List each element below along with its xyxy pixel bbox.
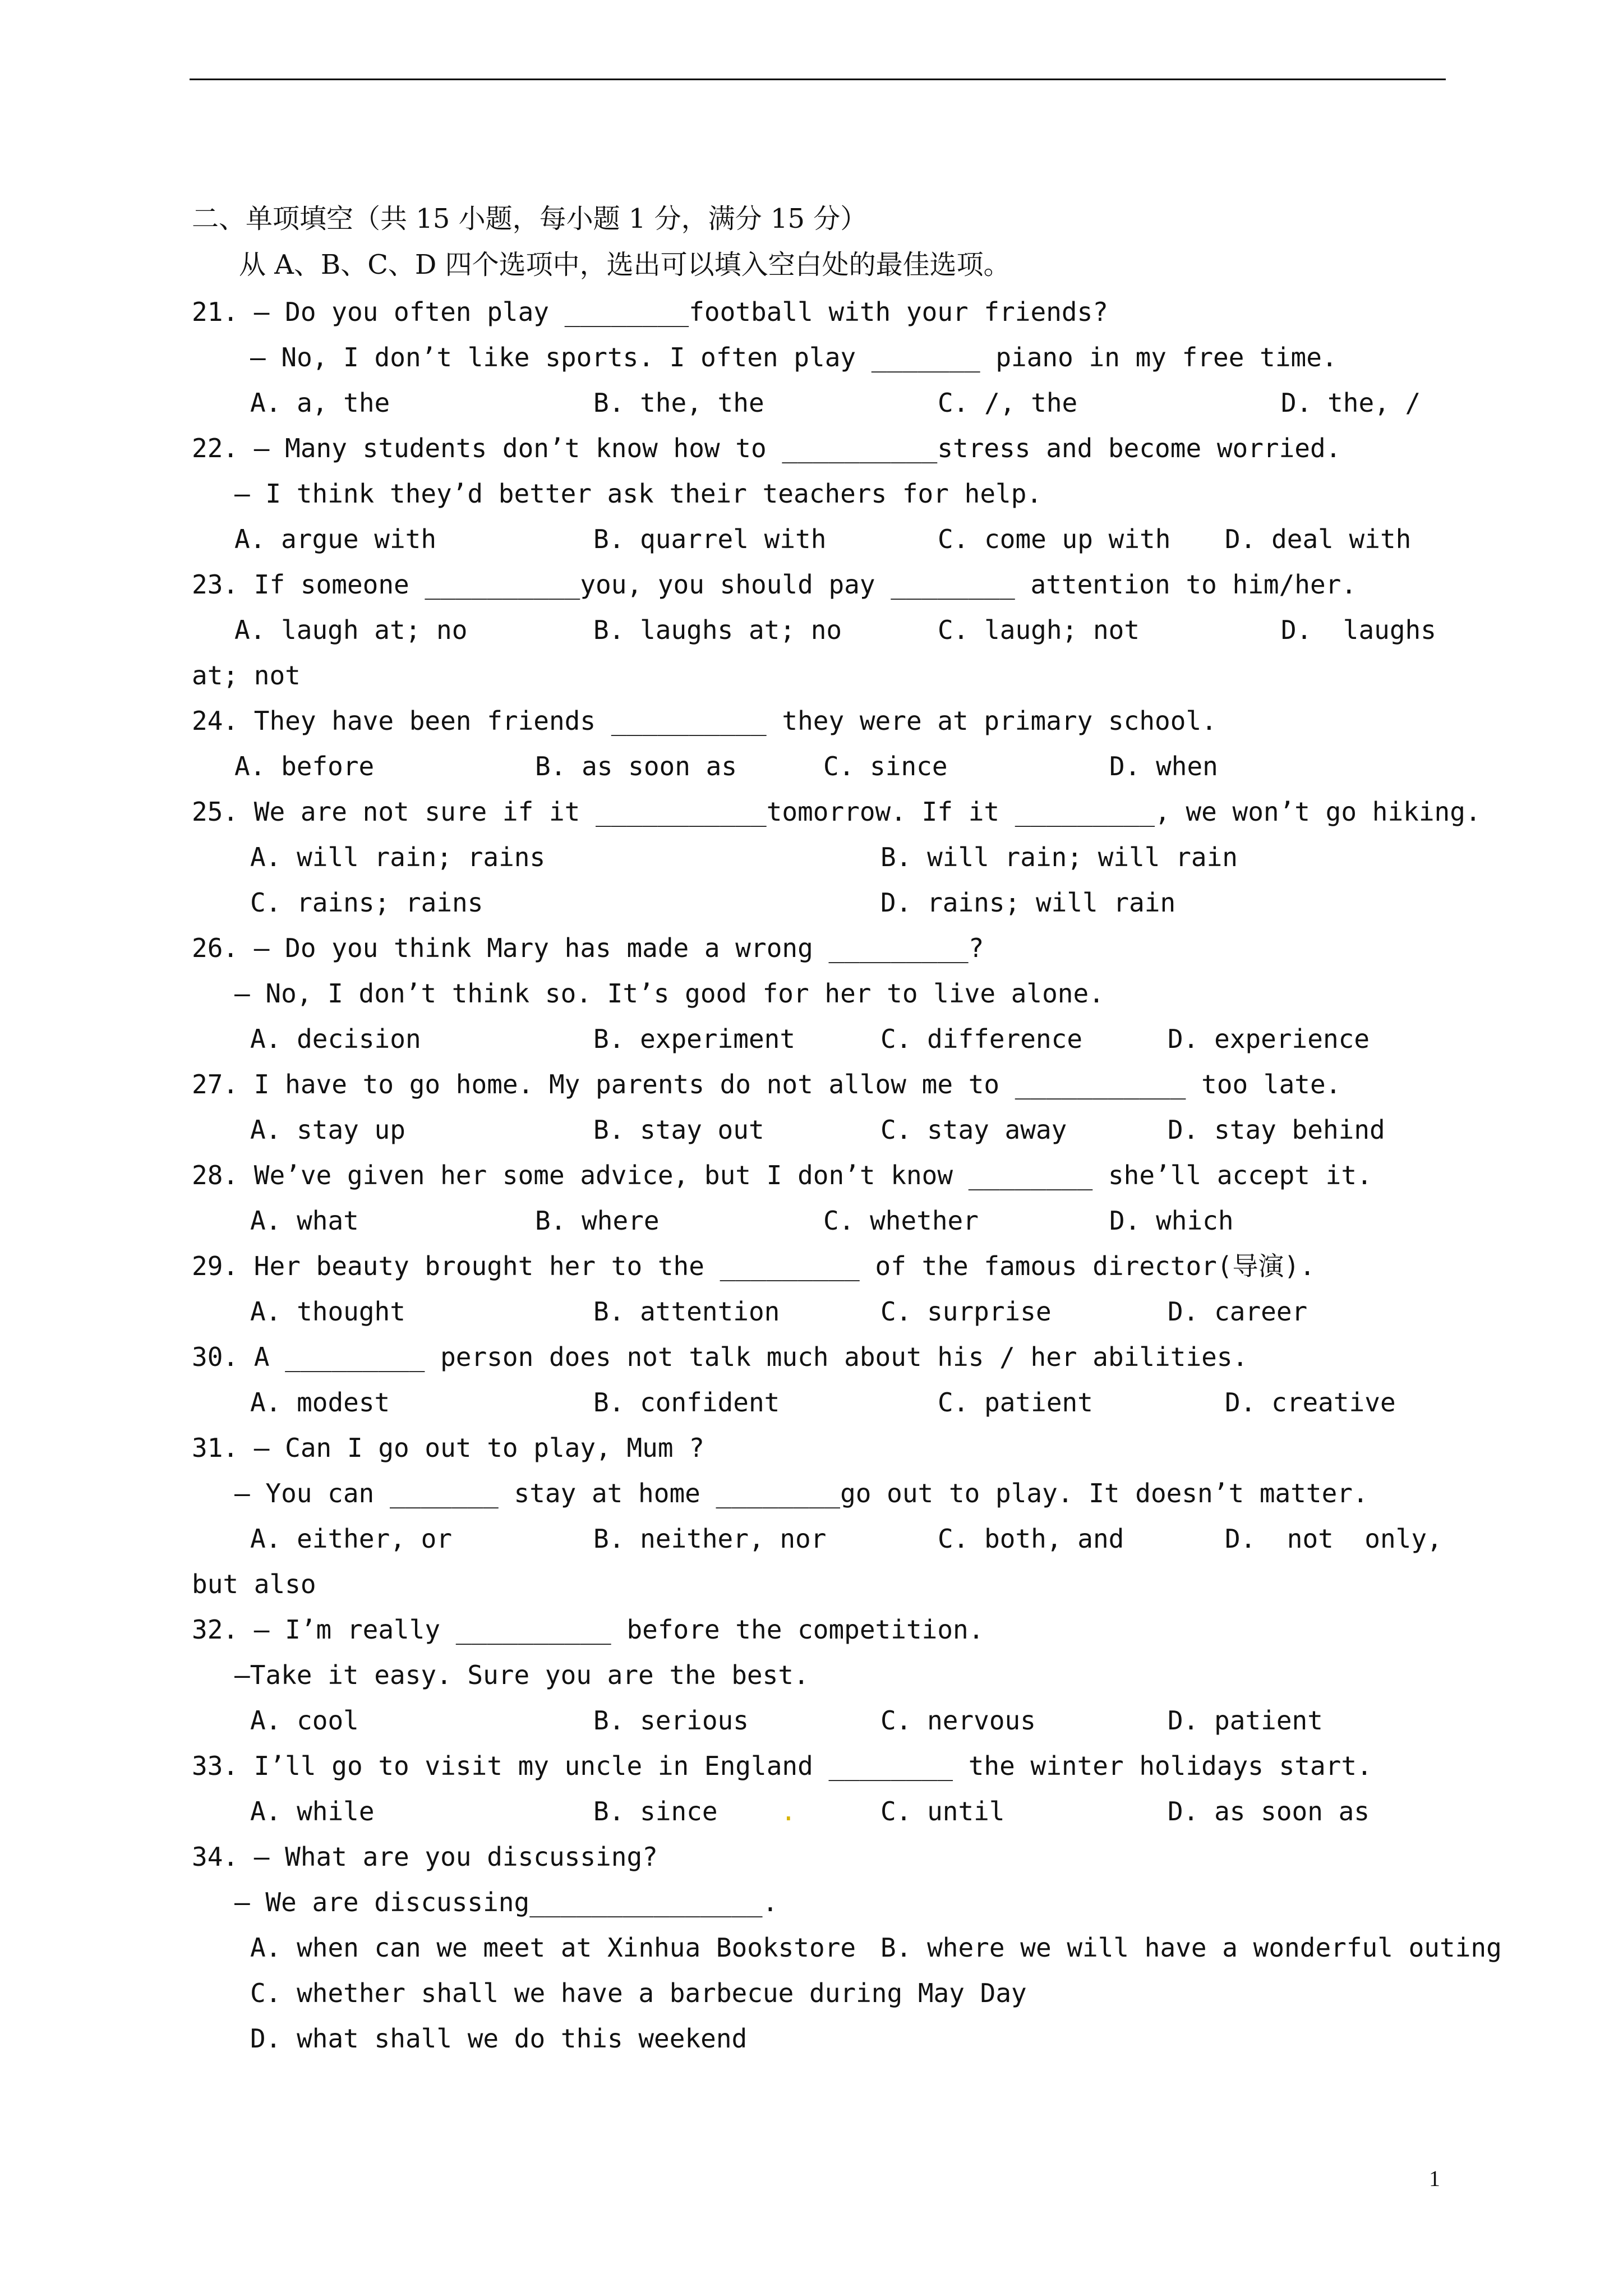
question-30-option-a: A. modest [250,1387,390,1418]
question-32-option-b: B. serious [593,1705,749,1736]
question-31-option-d-wrap: but also [192,1569,316,1599]
question-29-stem: 29. Her beauty brought her to the _________ of the famous director(导演). [192,1251,1315,1281]
question-22-option-b: B. quarrel with [593,524,827,554]
question-22-option-a: A. argue with [234,524,437,554]
question-21-option-a: A. a, the [250,388,390,418]
question-28-option-d: D. which [1109,1205,1234,1236]
page-number: 1 [1429,2166,1440,2191]
question-23-stem: 23. If someone __________you, you should pay ________ attention to him/her. [192,569,1357,600]
question-22-dialog: — I think they’d better ask their teachers for help. [234,478,1043,509]
question-31-option-a: A. either, or [250,1524,453,1554]
question-21-option-b: B. the, the [593,388,764,418]
question-34-option-b: B. where we will have a wonderful outing [880,1932,1502,1963]
question-24-option-d: D. when [1109,751,1218,781]
question-30-option-b: B. confident [593,1387,780,1418]
question-32-stem: 32. — I’m really __________ before the competition. [192,1614,984,1645]
question-23-option-c: C. laugh; not [938,615,1140,645]
question-32-option-a: A. cool [250,1705,359,1736]
question-24-stem: 24. They have been friends __________ they were at primary school. [192,706,1217,736]
section-title: 二、单项填空（共 15 小题，每小题 1 分，满分 15 分） [192,203,868,234]
question-26-dialog: — No, I don’t think so. It’s good for her to live alone. [234,978,1104,1009]
question-21-option-c: C. /, the [938,388,1078,418]
question-22-option-d: D. deal with [1225,524,1412,554]
question-26-stem: 26. — Do you think Mary has made a wrong _________? [192,933,984,963]
question-29-option-a: A. thought [250,1296,405,1327]
question-32-option-c: C. nervous [880,1705,1036,1736]
question-21-option-d: D. the, / [1281,388,1421,418]
question-30-stem: 30. A _________ person does not talk much about his / her abilities. [192,1342,1248,1372]
question-22-stem: 22. — Many students don’t know how to __________stress and become worried. [192,433,1341,463]
question-28-stem: 28. We’ve given her some advice, but I don’t know ________ she’ll accept it. [192,1160,1372,1190]
question-27-stem: 27. I have to go home. My parents do not allow me to ___________ too late. [192,1069,1341,1099]
question-31-stem: 31. — Can I go out to play, Mum ? [192,1433,704,1463]
question-26-option-b: B. experiment [593,1024,796,1054]
question-26-option-c: C. difference [880,1024,1083,1054]
header-rule [190,79,1446,80]
question-27-option-c: C. stay away [880,1115,1067,1145]
question-25-option-d: D. rains; will rain [880,887,1176,918]
question-24-option-b: B. as soon as [535,751,737,781]
question-27-option-d: D. stay behind [1168,1115,1385,1145]
question-34-option-d: D. what shall we do this weekend [250,2023,748,2054]
question-29-option-b: B. attention [593,1296,780,1327]
question-23-option-d-wrap: at; not [192,660,301,691]
question-29-option-c: C. surprise [880,1296,1052,1327]
question-32-dialog: —Take it easy. Sure you are the best. [234,1660,809,1690]
question-25-option-b: B. will rain; will rain [880,842,1238,872]
question-27-option-b: B. stay out [593,1115,764,1145]
question-26-option-d: D. experience [1168,1024,1370,1054]
question-23-option-b: B. laughs at; no [593,615,842,645]
question-24-option-c: C. since [823,751,948,781]
question-34-option-c: C. whether shall we have a barbecue during May Day [250,1978,1027,2008]
question-24-option-a: A. before [234,751,375,781]
question-31-option-c: C. both, and [938,1524,1124,1554]
question-30-option-c: C. patient [938,1387,1093,1418]
question-28-option-a: A. what [250,1205,359,1236]
question-26-option-a: A. decision [250,1024,421,1054]
question-33-option-b: B. since [593,1796,718,1826]
question-30-option-d: D. creative [1225,1387,1396,1418]
question-31-dialog: — You can _______ stay at home ________go out to play. It doesn’t matter. [234,1478,1368,1508]
question-34-stem: 34. — What are you discussing? [192,1842,658,1872]
question-25-stem: 25. We are not sure if it ___________tomorrow. If it _________, we won’t go hiking. [192,797,1481,827]
question-33-stem: 33. I’ll go to visit my uncle in England ________ the winter holidays start. [192,1751,1372,1781]
question-31-option-b: B. neither, nor [593,1524,827,1554]
stray-dot-mark: . [781,1796,796,1826]
question-25-option-a: A. will rain; rains [250,842,546,872]
question-23-option-a: A. laugh at; no [234,615,468,645]
question-34-dialog: — We are discussing_______________. [234,1887,778,1917]
question-33-option-a: A. while [250,1796,375,1826]
question-32-option-d: D. patient [1168,1705,1323,1736]
section-instructions: 从 A、B、C、D 四个选项中，选出可以填入空白处的最佳选项。 [239,249,1011,280]
question-21-dialog: — No, I don’t like sports. I often play _______ piano in my free time. [250,342,1338,372]
question-22-option-c: C. come up with [938,524,1171,554]
question-33-option-d: D. as soon as [1168,1796,1370,1826]
question-21-stem: 21. — Do you often play ________football with your friends? [192,297,1108,327]
question-28-option-b: B. where [535,1205,660,1236]
question-28-option-c: C. whether [823,1205,979,1236]
question-23-option-d: D. laughs [1281,615,1436,645]
question-27-option-a: A. stay up [250,1115,405,1145]
question-34-option-a: A. when can we meet at Xinhua Bookstore [250,1932,856,1963]
question-31-option-d: D. not only, [1225,1524,1442,1554]
question-33-option-c: C. until [880,1796,1005,1826]
question-29-option-d: D. career [1168,1296,1308,1327]
question-25-option-c: C. rains; rains [250,887,483,918]
